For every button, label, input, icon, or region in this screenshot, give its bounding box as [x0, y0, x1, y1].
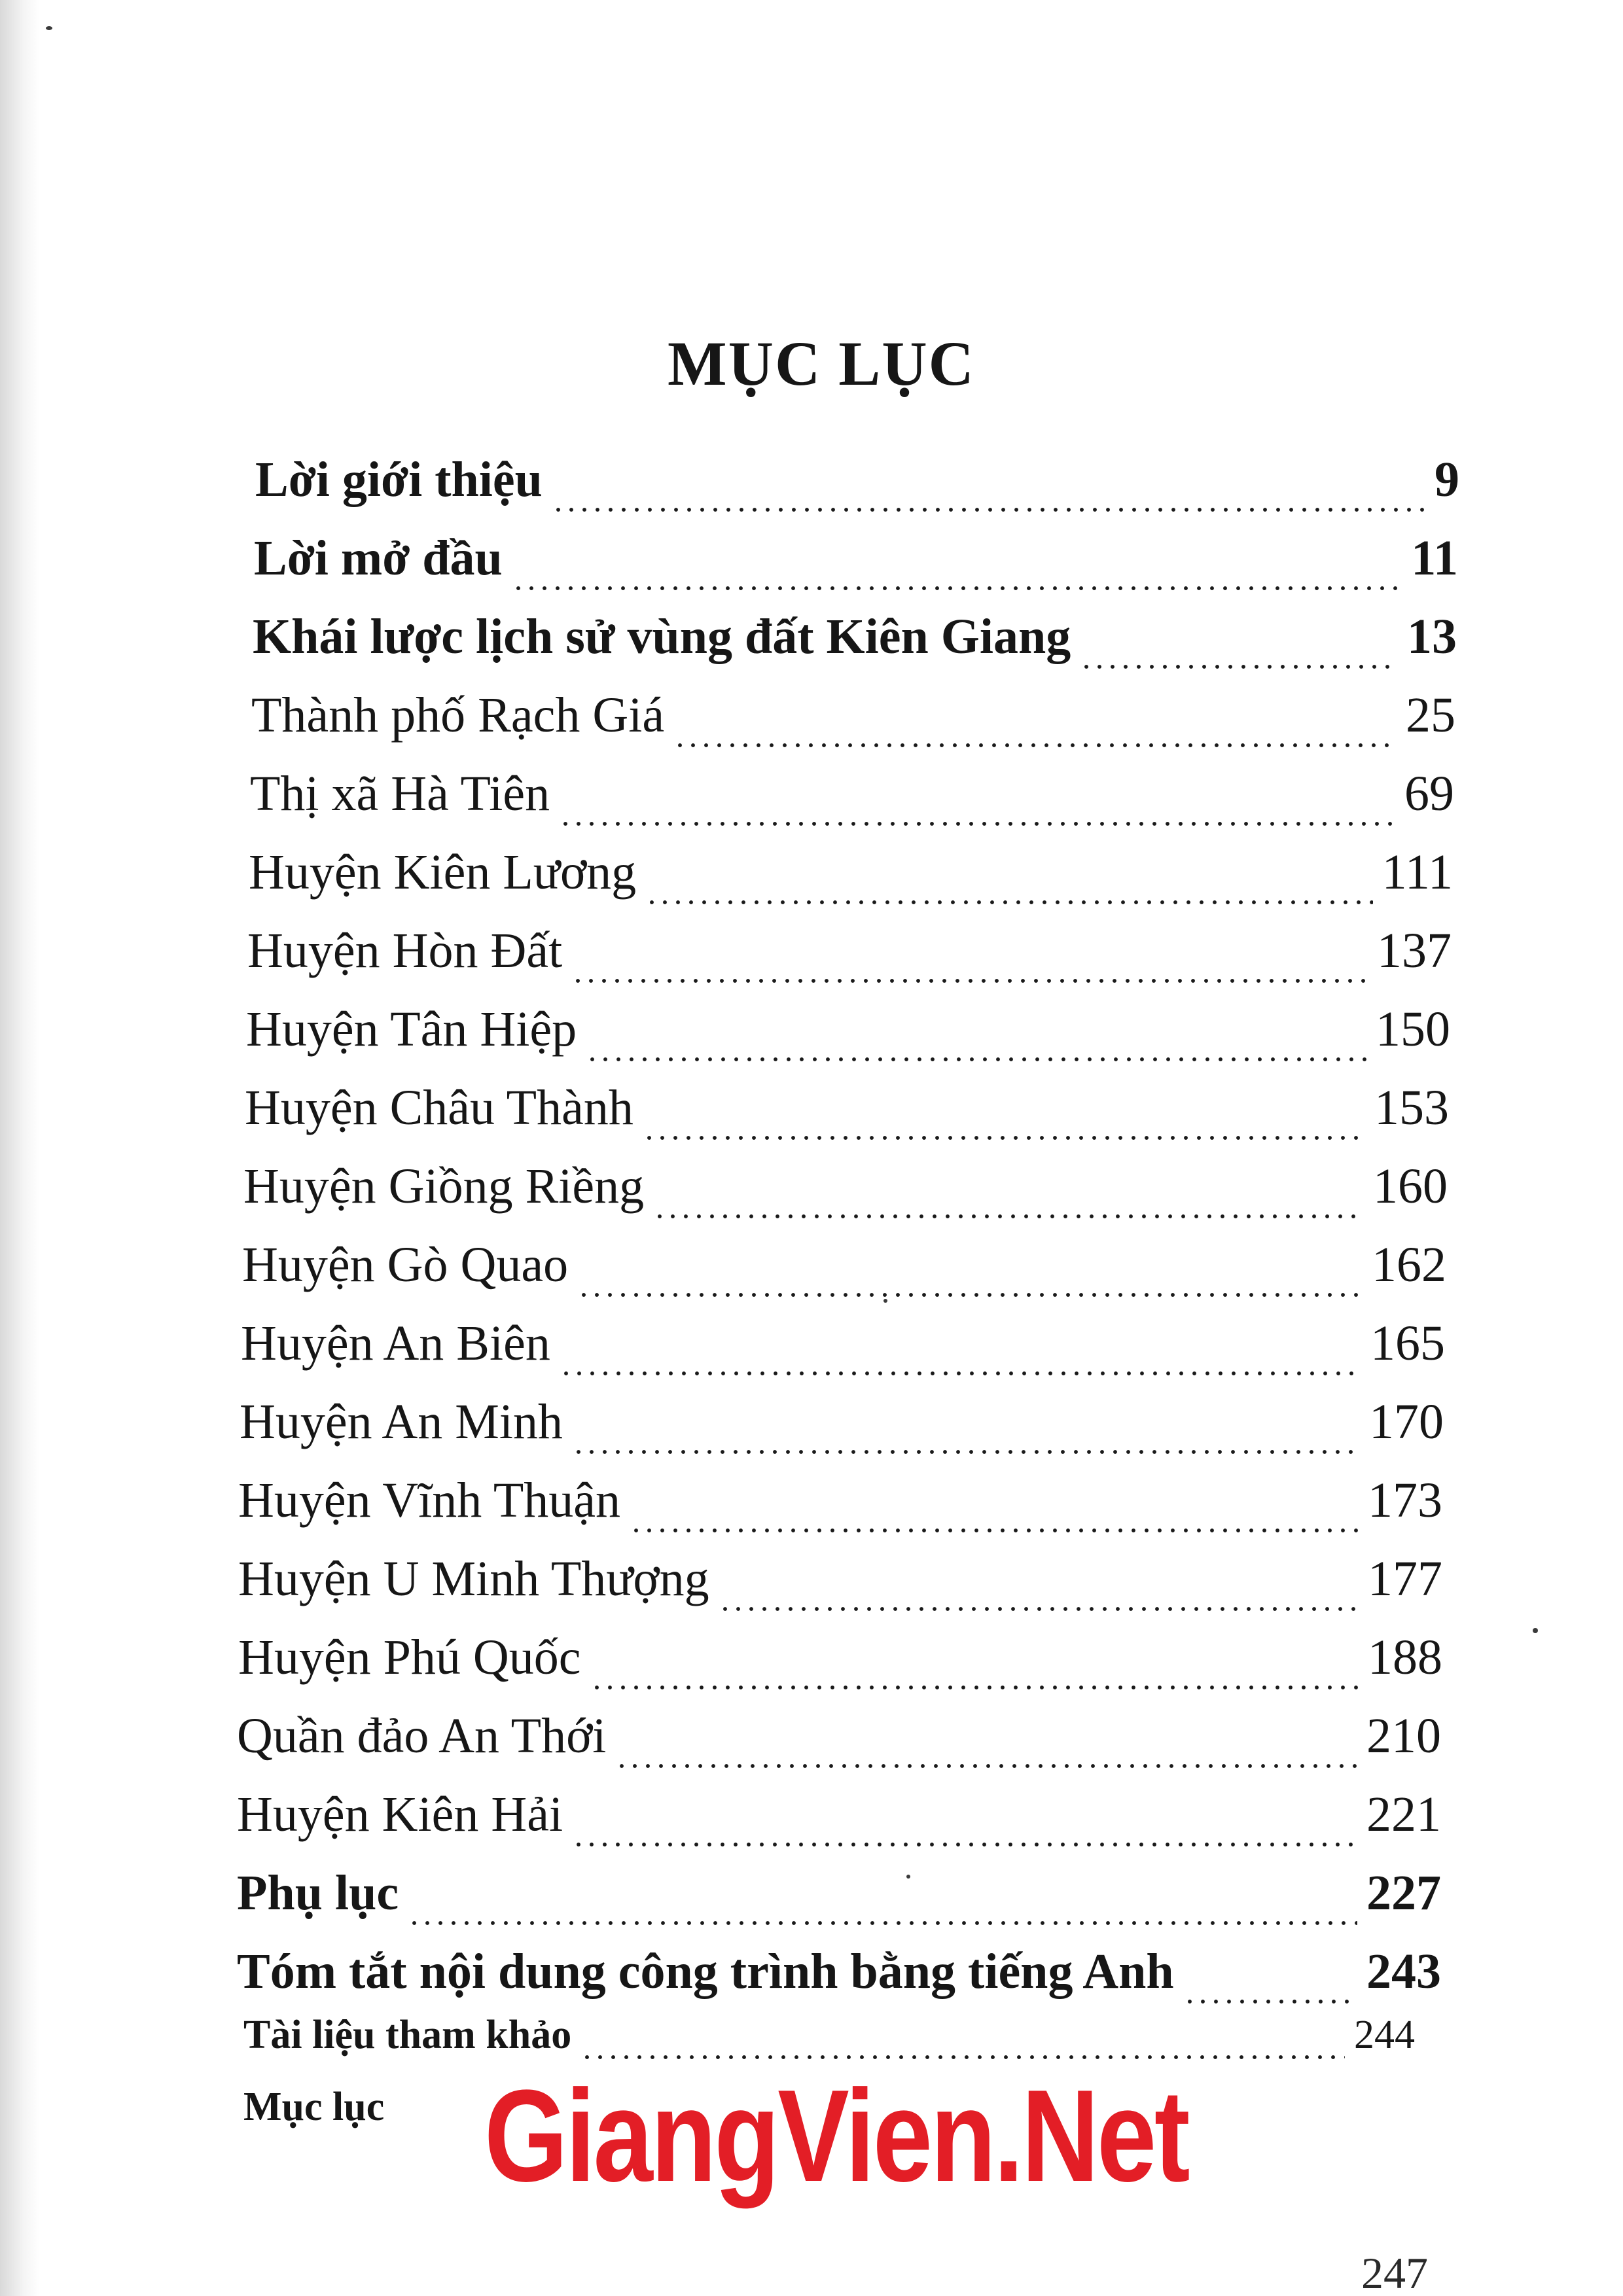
- toc-entry-title: Huyện Vĩnh Thuận: [238, 1473, 621, 1528]
- dot-leader: [560, 1371, 1361, 1375]
- toc-entry-title: Tóm tắt nội dung công trình bằng tiếng Anh: [237, 1944, 1174, 1999]
- toc-entry-title: Mục lục: [243, 2085, 385, 2129]
- toc-entry: [253, 609, 1457, 680]
- dot-leader: [572, 1450, 1360, 1454]
- toc-entry: [240, 1394, 1444, 1466]
- toc-entry-title: Tài liệu tham khảo: [243, 2013, 572, 2057]
- toc-entry-title: Huyện Tân Hiệp: [246, 1002, 577, 1057]
- toc-entry-page: 177: [1368, 1551, 1442, 1606]
- toc-entry-title: Huyện An Biên: [241, 1316, 550, 1371]
- dot-leader: [572, 1843, 1357, 1846]
- toc-entry-title: Huyện Châu Thành: [245, 1080, 633, 1135]
- toc-entry-page: 243: [1366, 1944, 1441, 1999]
- toc-entry-page: 170: [1369, 1394, 1444, 1449]
- toc-entry-page: 244: [1354, 2013, 1415, 2057]
- toc-entry-title: Huyện Kiên Hải: [237, 1787, 563, 1842]
- dot-leader: [571, 979, 1368, 983]
- toc-entry: [243, 1158, 1448, 1230]
- toc-entry: [251, 687, 1455, 759]
- toc-entry: [241, 1315, 1445, 1387]
- page-number: 247: [1361, 2251, 1428, 2296]
- dot-leader: [645, 900, 1372, 904]
- toc-entry-title: Huyện Gò Quao: [242, 1237, 569, 1292]
- toc-entry-page: 9: [1435, 452, 1459, 507]
- toc-entry-page: 221: [1366, 1787, 1441, 1842]
- toc-entry-title: Thị xã Hà Tiên: [250, 766, 550, 821]
- dot-leader: [643, 1136, 1365, 1140]
- toc-entry-title: Huyện An Minh: [240, 1394, 563, 1449]
- toc-entry-title: Huyện Phú Quốc: [238, 1630, 581, 1685]
- toc-entry-page: 150: [1376, 1002, 1450, 1057]
- toc-entry: [238, 1629, 1442, 1701]
- dot-leader: [719, 1607, 1359, 1611]
- toc-entry: [237, 1943, 1441, 2015]
- toc-entry-page: 188: [1368, 1630, 1442, 1685]
- toc-entry: [238, 1472, 1442, 1544]
- toc-entry-title: Huyện U Minh Thượng: [238, 1551, 709, 1606]
- toc-entry-page: 111: [1382, 845, 1453, 900]
- dot-leader: [630, 1528, 1359, 1532]
- toc-entry: [247, 923, 1452, 995]
- toc-entry-title: Phụ lục: [237, 1865, 399, 1920]
- watermark: GiangVien.Net: [484, 2063, 1188, 2209]
- dot-leader: [1080, 665, 1398, 669]
- toc-entry-page: 13: [1407, 609, 1457, 664]
- toc-entry-title: Lời giới thiệu: [255, 452, 543, 507]
- dot-leader: [552, 508, 1425, 512]
- toc-entry: [255, 451, 1459, 523]
- toc-entry: [250, 766, 1454, 838]
- toc-entry: [238, 1551, 1442, 1623]
- toc-entry-page: 153: [1374, 1080, 1449, 1135]
- dot-leader: [590, 1686, 1359, 1689]
- toc-entry: [249, 844, 1453, 916]
- scan-speck: [46, 26, 52, 30]
- dot-leader: [512, 586, 1402, 590]
- toc-entry-title: Huyện Kiên Lương: [249, 845, 637, 900]
- toc-entry-page: 160: [1373, 1159, 1448, 1214]
- toc-entry-title: Khái lược lịch sử vùng đất Kiên Giang: [253, 609, 1071, 664]
- toc-entry-page: 137: [1377, 923, 1452, 978]
- toc-entry-title: Thành phố Rạch Giá: [251, 688, 665, 743]
- dot-leader: [408, 1921, 1357, 1925]
- toc-entry: [243, 2012, 1415, 2071]
- toc-entry-page: 173: [1368, 1473, 1442, 1528]
- toc-entry-page: 210: [1366, 1708, 1441, 1763]
- toc-entry-page: 162: [1372, 1237, 1446, 1292]
- toc-entry-title: Huyện Hòn Đất: [247, 923, 563, 978]
- dot-leader: [653, 1214, 1364, 1218]
- toc-entry: [237, 1865, 1441, 1937]
- dot-leader: [580, 2055, 1345, 2059]
- toc-entry: [246, 1001, 1450, 1073]
- toc-entry: [254, 530, 1458, 602]
- toc-entry: [237, 1786, 1441, 1858]
- toc-entry-title: Huyện Giồng Riềng: [243, 1159, 645, 1214]
- dot-leader: [673, 743, 1397, 747]
- dot-leader: [615, 1764, 1357, 1768]
- toc-entry: [237, 1708, 1441, 1780]
- dot-leader: [577, 1293, 1363, 1297]
- toc-entry: [242, 1237, 1446, 1309]
- toc-entry-page: 25: [1406, 688, 1455, 743]
- page-title: MỤC LỤC: [668, 328, 975, 398]
- dot-leader: [1183, 2000, 1357, 2004]
- toc-entry-page: 165: [1370, 1316, 1445, 1371]
- toc-entry-page: 11: [1411, 531, 1458, 586]
- dot-leader: [586, 1057, 1366, 1061]
- scan-speck: [1533, 1628, 1538, 1633]
- toc-entry-title: Lời mở đầu: [254, 531, 503, 586]
- dot-leader: [559, 822, 1395, 826]
- toc-entry-page: 227: [1366, 1865, 1441, 1920]
- toc-entry-title: Quần đảo An Thới: [237, 1708, 607, 1763]
- toc-entry-page: 69: [1404, 766, 1454, 821]
- toc-entry: [245, 1080, 1449, 1152]
